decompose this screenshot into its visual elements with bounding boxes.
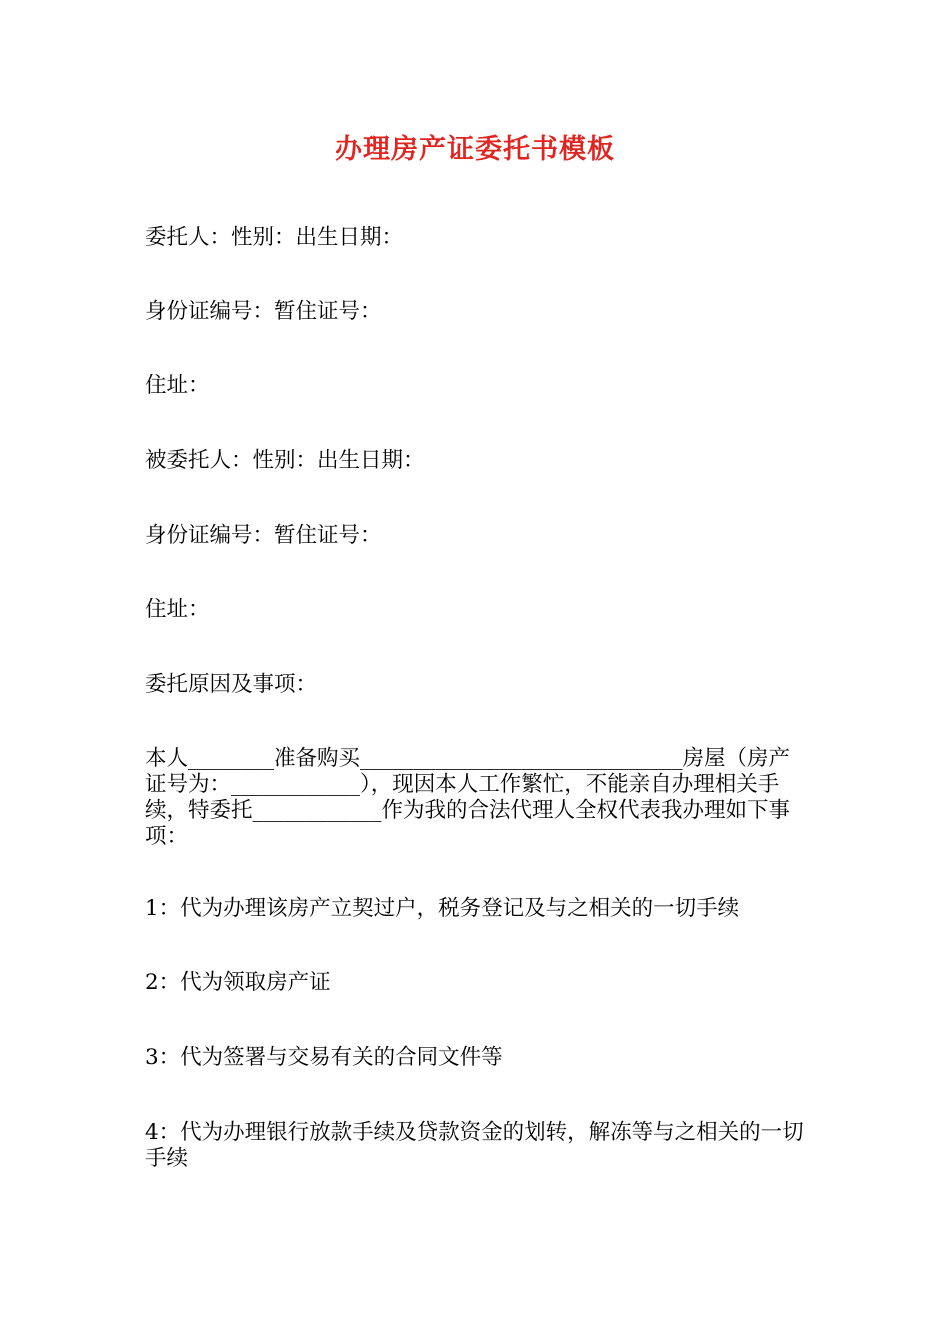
agent-info-line: 被委托人：性别：出生日期： bbox=[145, 448, 425, 473]
agent-id-line: 身份证编号：暂住证号： bbox=[145, 523, 382, 548]
matter-item-2: 2：代为领取房产证 bbox=[145, 970, 331, 995]
principal-address-line: 住址： bbox=[145, 373, 210, 398]
principal-id-line: 身份证编号：暂住证号： bbox=[145, 299, 382, 324]
agent-address-line: 住址： bbox=[145, 597, 210, 622]
matter-item-4: 4：代为办理银行放款手续及贷款资金的划转，解冻等与之相关的一切手续 bbox=[145, 1120, 804, 1171]
principal-info-line: 委托人：性别：出生日期： bbox=[145, 225, 404, 250]
reason-heading: 委托原因及事项： bbox=[145, 672, 318, 697]
matter-item-3: 3：代为签署与交易有关的合同文件等 bbox=[145, 1045, 503, 1070]
matter-item-1: 1：代为办理该房产立契过户，税务登记及与之相关的一切手续 bbox=[145, 896, 740, 921]
document-title: 办理房产证委托书模板 bbox=[335, 134, 615, 165]
delegation-statement: 本人________准备购买______________________________房屋（房产证号为：____________），现因本人工作繁忙，不能亲自办理相关手续，特委托____________作为我的合法代理人全权代表我办理如下事项： bbox=[145, 746, 791, 849]
